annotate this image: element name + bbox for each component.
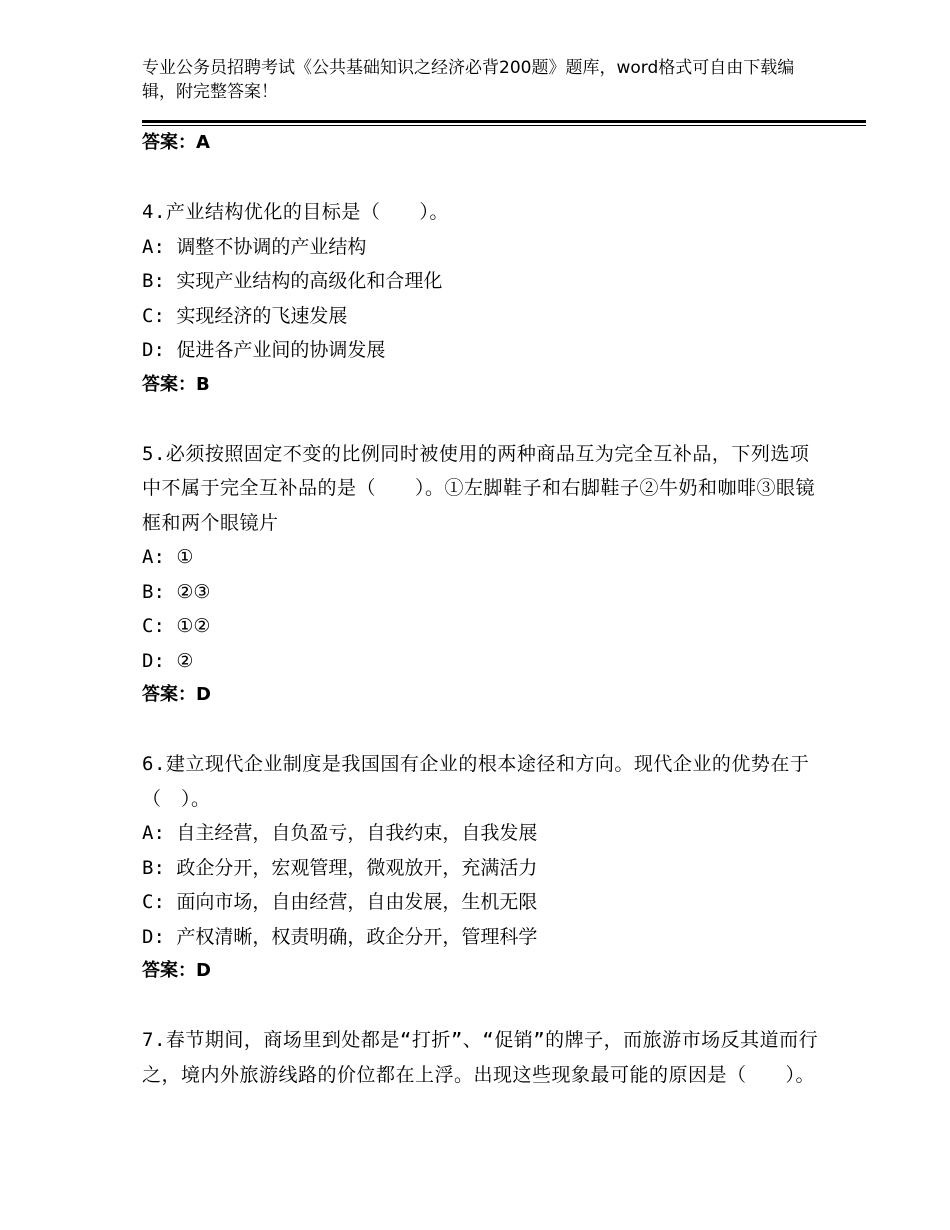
- option-d: D: 促进各产业间的协调发展: [142, 339, 386, 361]
- answer-line: 答案：D: [142, 960, 211, 981]
- question-stem: 4.产业结构优化的目标是（ ）。: [142, 201, 449, 223]
- option-c: C: 面向市场，自由经营，自由发展，生机无限: [142, 891, 538, 913]
- option-b: B: 政企分开，宏观管理，微观放开，充满活力: [142, 856, 538, 879]
- document-header: 专业公务员招聘考试《公共基础知识之经济必背200题》题库，word格式可自由下载编辑，附完整答案！: [142, 58, 795, 102]
- option-a: A: 自主经营，自负盈亏，自我约束，自我发展: [142, 822, 538, 844]
- option-d: D: 产权清晰，权责明确，政企分开，管理科学: [142, 925, 538, 948]
- question-stem: 6.建立现代企业制度是我国国有企业的根本途径和方向。现代企业的优势在于（ ）。: [142, 753, 810, 810]
- question-stem: 5.必须按照固定不变的比例同时被使用的两种商品互为完全互补品，下列选项中不属于完全互补品的是（ ）。①左脚鞋子和右脚鞋子②牛奶和咖啡③眼镜框和两个眼镜片: [142, 442, 816, 534]
- question-block: [142, 747, 822, 989]
- spacer: [142, 161, 822, 196]
- option-b: B: 实现产业结构的高级化和合理化: [142, 270, 443, 292]
- question-content: [142, 126, 822, 1092]
- answer-line: 答案：B: [142, 373, 210, 395]
- option-a: A: ①: [142, 546, 194, 568]
- question-block: [142, 1023, 822, 1092]
- option-c: C: ①②: [142, 615, 211, 637]
- option-c: C: 实现经济的飞速发展: [142, 304, 348, 327]
- header-rule-thick: [142, 120, 866, 123]
- option-d: D: ②: [142, 649, 194, 672]
- option-a: A: 调整不协调的产业结构: [142, 235, 367, 258]
- spacer: [142, 989, 822, 1024]
- answer-line: 答案：A: [142, 132, 210, 153]
- question-block: [142, 195, 822, 402]
- spacer: [142, 402, 822, 437]
- option-b: B: ②③: [142, 580, 211, 603]
- answer-line: 答案：D: [142, 684, 211, 705]
- question-block: [142, 437, 822, 713]
- spacer: [142, 713, 822, 748]
- question-stem: 7.春节期间，商场里到处都是“打折”、“促销”的牌子，而旅游市场反其道而行之，境内外旅游线路的价位都在上浮。出现这些现象最可能的原因是（ ）。: [142, 1029, 819, 1086]
